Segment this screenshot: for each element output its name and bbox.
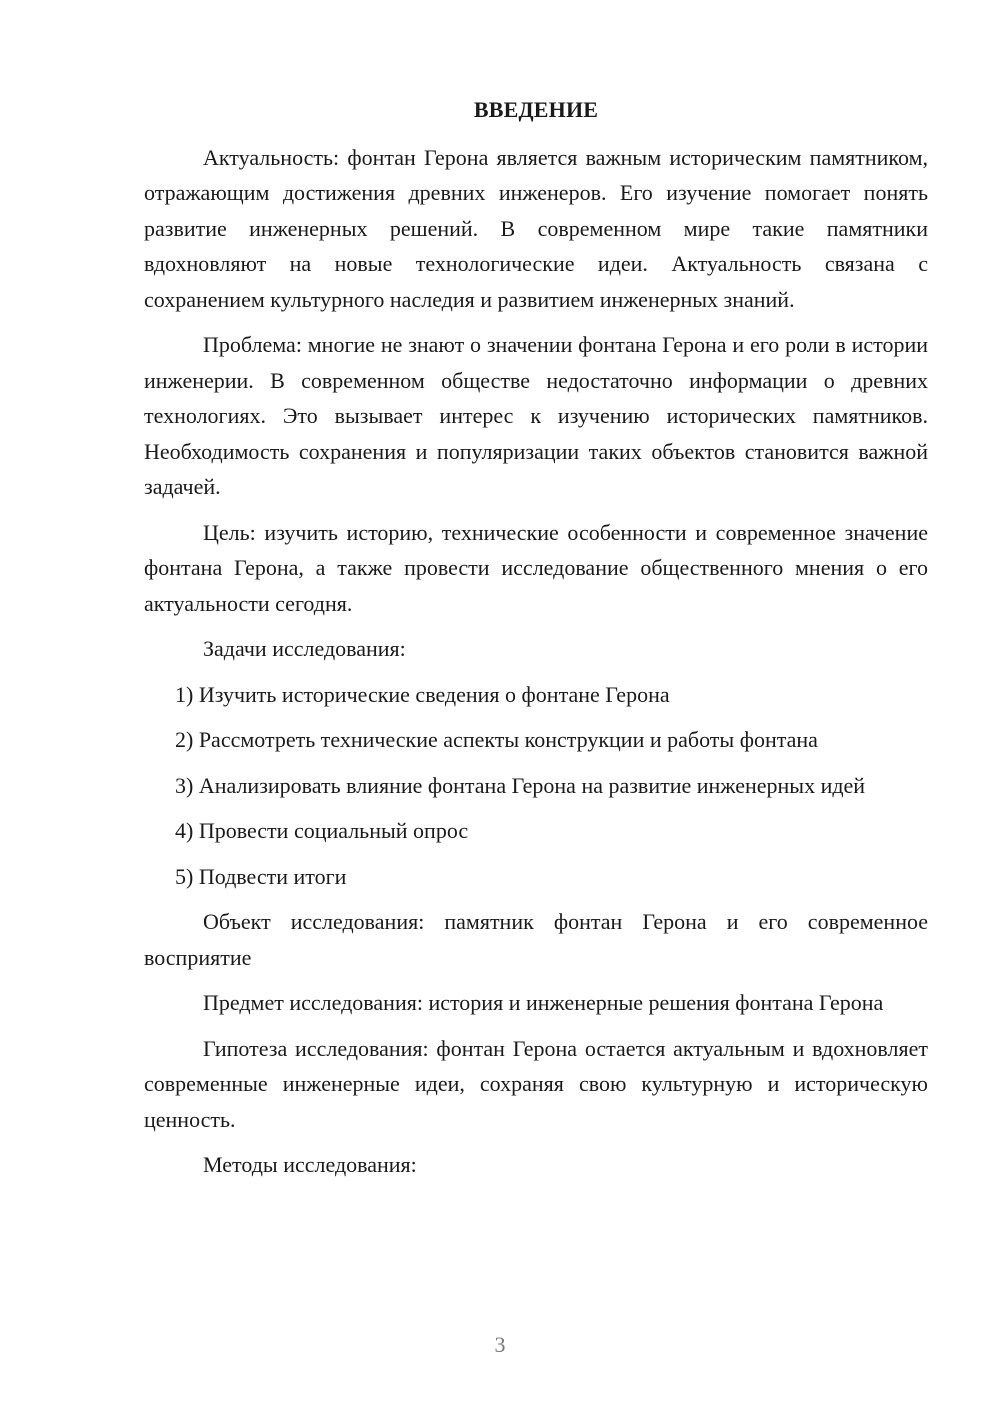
object-paragraph: Объект исследования: памятник фонтан Герона и его современное восприятие	[144, 909, 928, 970]
methods-heading: Методы исследования:	[203, 1152, 417, 1177]
tasks-heading: Задачи исследования:	[203, 636, 406, 661]
task-item-5: 5) Подвести итоги	[175, 863, 347, 889]
section-title: ВВЕДЕНИЕ	[473, 97, 599, 122]
task-item-1: 1) Изучить исторические сведения о фонтане Герона	[175, 681, 670, 707]
page-number: 3	[494, 1332, 506, 1357]
problem-paragraph: Проблема: многие не знают о значении фонтана Герона и его роли в истории инженерии. В современном обществе недостаточно информации о древних технологиях. Это вызывает интерес к изучению исторических памятников. Необходимость сохранения и популяризации таких объектов становится важной задачей.	[144, 332, 928, 499]
task-item-4: 4) Провести социальный опрос	[175, 818, 469, 843]
hypothesis-paragraph: Гипотеза исследования: фонтан Герона остается актуальным и вдохновляет современные инженерные идеи, сохраняя свою культурную и историческую ценность.	[144, 1035, 928, 1132]
subject-paragraph: Предмет исследования: история и инженерные решения фонтана Герона	[203, 990, 884, 1015]
task-item-3: 3) Анализировать влияние фонтана Герона на развитие инженерных идей	[175, 772, 866, 798]
document-page	[144, 92, 928, 1193]
task-item-2: 2) Рассмотреть технические аспекты конструкции и работы фонтана	[175, 727, 818, 752]
goal-paragraph: Цель: изучить историю, технические особенности и современное значение фонтана Герона, а также провести исследование общественного мнения о его актуальности сегодня.	[144, 519, 928, 616]
relevance-paragraph: Актуальность: фонтан Герона является важным историческим памятником, отражающим достижения древних инженеров. Его изучение помогает понять развитие инженерных решений. В современном мире такие памятники вдохновляют на новые технологические идеи. Актуальность связана с сохранением культурного наследия и развитием инженерных знаний.	[144, 144, 928, 312]
